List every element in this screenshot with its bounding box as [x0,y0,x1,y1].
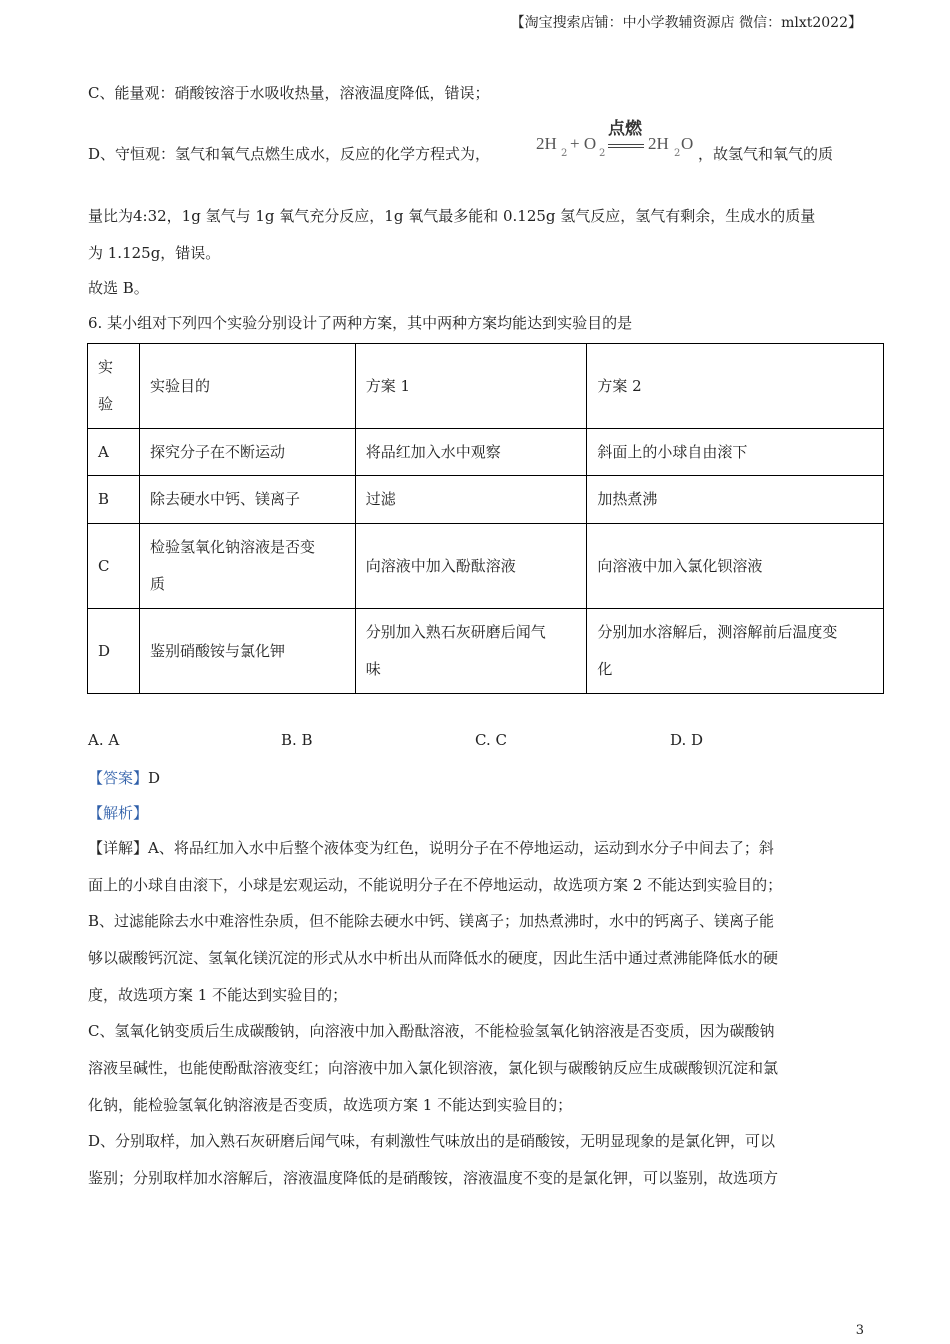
equation-bar-bottom [608,147,644,148]
chemical-equation [536,119,696,166]
experiment-table [87,343,884,694]
row-d-plan2-line1: 分别加水溶解后，测溶解前后温度变 [597,623,838,641]
option-a: A. A [88,731,120,749]
header-experiment-line2: 验 [98,395,114,413]
row-a-plan1: 将品红加入水中观察 [355,429,587,476]
row-c-label: C [88,524,140,609]
detail-line-8: 化钠，能检验氢氧化钠溶液是否变质，故选项方案 1 不能达到实验目的； [88,1096,573,1114]
detail-line-2: 面上的小球自由滚下，小球是宏观运动，不能说明分子在不停地运动，故选项方案 2 不能达到实验目的； [88,876,783,894]
question-stem: 6. 某小组对下列四个实验分别设计了两种方案，其中两种方案均能达到实验目的是 [88,314,633,332]
analysis-label: 【解析】 [88,804,149,822]
row-c-plan2: 向溶液中加入氯化钡溶液 [587,524,884,609]
table-header-row [88,344,884,429]
row-c-plan1: 向溶液中加入酚酞溶液 [355,524,587,609]
row-d-plan1 [355,609,587,694]
option-b: B. B [281,731,313,749]
row-d-plan2 [587,609,884,694]
page-number: 3 [855,1323,864,1338]
option-d: D. D [670,731,704,749]
equation-condition: 点燃 [608,119,642,139]
analysis-line-d-start [88,143,490,164]
header-cell-experiment [88,344,140,429]
detail-line-10: 鉴别；分别取样加水溶解后，溶液温度降低的是硝酸铵，溶液温度不变的是氯化钾，可以鉴别，故选项方 [88,1169,779,1187]
table-row [88,609,884,694]
row-d-plan1-line2: 味 [365,660,381,678]
table-row [88,476,884,524]
line-d-text: D、守恒观：氢气和氧气点燃生成水，反应的化学方程式为 [88,145,476,163]
analysis-line-3: 为 1.125g，错误。 [88,244,221,262]
row-a-purpose: 探究分子在不断运动 [139,429,355,476]
line-d-comma: ， [475,145,491,163]
equation-bar-top [608,144,644,145]
option-c: C. C [475,731,507,749]
detail-line-7: 溶液呈碱性，也能使酚酞溶液变红；向溶液中加入氯化钡溶液，氯化钡与碳酸钠反应生成碳酸钡沉淀和氯 [88,1059,779,1077]
equation-rhs-h2: 2H [648,134,669,153]
table-row [88,524,884,609]
analysis-line-c: C、能量观：硝酸铵溶于水吸收热量，溶液温度降低，错误； [88,84,490,102]
header-cell-purpose: 实验目的 [139,344,355,429]
choose-line: 故选 B。 [88,279,149,297]
row-c-purpose-line1: 检验氢氧化钠溶液是否变 [149,538,315,556]
header-cell-plan1: 方案 1 [355,344,587,429]
row-b-plan1: 过滤 [355,476,587,524]
row-a-label: A [88,429,140,476]
row-d-label: D [88,609,140,694]
equation-plus-o2: + O [570,134,597,153]
row-d-purpose: 鉴别硝酸铵与氯化钾 [139,609,355,694]
header-cell-plan2: 方案 2 [587,344,884,429]
row-a-plan2: 斜面上的小球自由滚下 [587,429,884,476]
equation-lhs-h2-subscript: 2 [561,148,568,159]
equation-o2-subscript: 2 [599,148,606,159]
equation-rhs-subscript: 2 [674,148,681,159]
equation-lhs-h2: 2H [536,134,557,153]
equation-rhs-o: O [681,134,694,153]
row-b-purpose: 除去硬水中钙、镁离子 [139,476,355,524]
table-row [88,429,884,476]
answer-line [88,767,160,788]
detail-line-6: C、氢氧化钠变质后生成碳酸钠，向溶液中加入酚酞溶液，不能检验氢氧化钠溶液是否变质，因为碳酸钠 [88,1022,775,1040]
row-d-plan2-line2: 化 [597,660,613,678]
answer-value: D [148,769,161,787]
row-b-label: B [88,476,140,524]
row-c-purpose-line2: 质 [149,575,165,593]
detail-line-9: D、分别取样，加入熟石灰研磨后闻气味，有刺激性气味放出的是硝酸铵，无明显现象的是氯化钾，可以 [88,1132,776,1150]
detail-line-1: 【详解】A、将品红加入水中后整个液体变为红色，说明分子在不停地运动，运动到水分子中间去了；斜 [88,839,774,857]
answer-label: 【答案】 [88,769,149,787]
row-d-plan1-line1: 分别加入熟石灰研磨后闻气 [365,623,546,641]
analysis-line-d-end: ，故氢气和氧气的质 [698,145,834,163]
detail-line-4: 够以碳酸钙沉淀、氢氧化镁沉淀的形式从水中析出从而降低水的硬度，因此生活中通过煮沸能降低水的硬 [88,949,779,967]
row-b-plan2: 加热煮沸 [587,476,884,524]
page-header: 【淘宝搜索店铺：中小学教辅资源店 微信：mlxt2022】 [510,15,862,31]
header-experiment-line1: 实 [98,358,114,376]
detail-line-3: B、过滤能除去水中难溶性杂质，但不能除去硬水中钙、镁离子；加热煮沸时，水中的钙离子、镁离子能 [88,912,775,930]
row-c-purpose [139,524,355,609]
detail-line-5: 度，故选项方案 1 不能达到实验目的； [88,986,348,1004]
analysis-line-2: 量比为4:32，1g 氢气与 1g 氧气充分反应，1g 氧气最多能和 0.125g 氢气反应，氢气有剩余，生成水的质量 [88,207,816,225]
